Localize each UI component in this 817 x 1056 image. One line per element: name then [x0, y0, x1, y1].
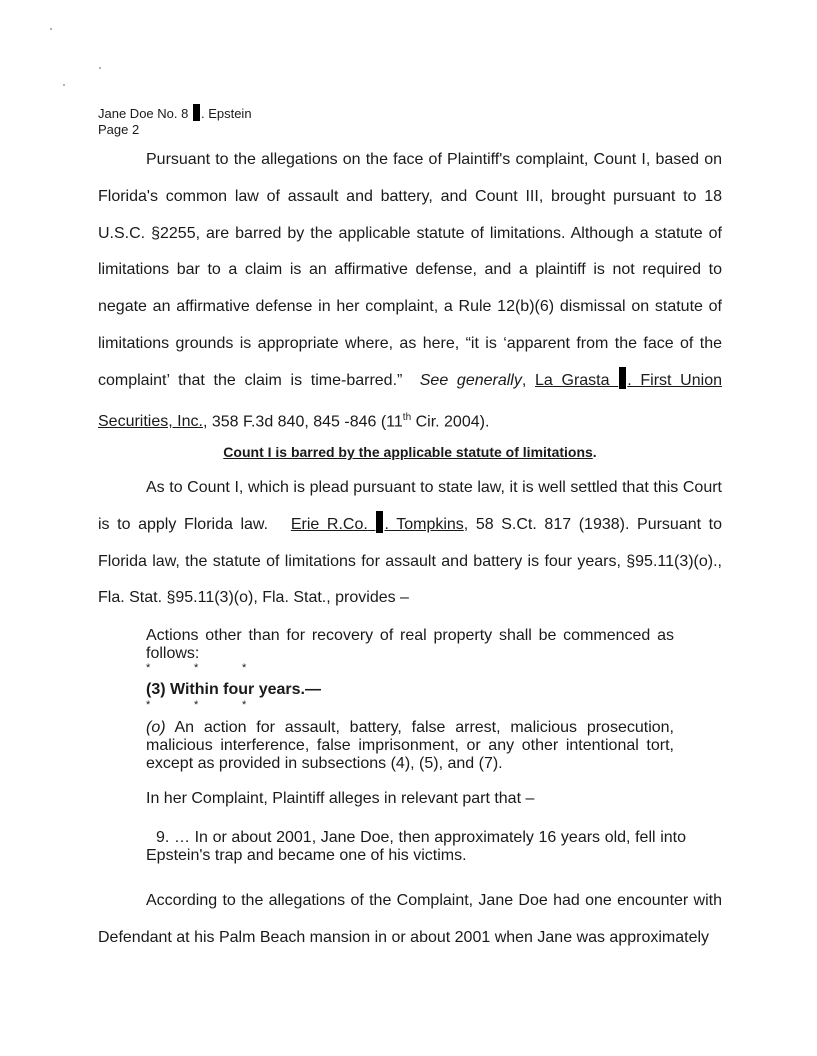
case-name-erie: Erie R.Co. . Tompkins [291, 516, 464, 533]
ellipsis-stars: * * * [146, 662, 247, 674]
paragraph-encounter: According to the allegations of the Complaint, Jane Doe had one encounter with Defendant at his Palm Beach mansion in or about 2001 when Jane was approximately [98, 892, 722, 946]
redaction-bar [619, 367, 626, 389]
scan-speck [99, 67, 101, 69]
section-heading: Count I is barred by the applicable statute of limitations. [223, 444, 597, 460]
complaint-intro: In her Complaint, Plaintiff alleges in relevant part that – [146, 790, 535, 807]
case-caption: Jane Doe No. 8 . Epstein [98, 106, 252, 121]
paragraph-statute-limitations: Pursuant to the allegations on the face of Plaintiff's complaint, Count I, based on Florida's common law of assault and battery, and Count III, brought pursuant to 18 U.S.C. §2255, are barred by the applicable statute of limitations. Although a statute of limitations bar to a claim is an affirmative defense, and a plaintiff is not required to negate an affirmative defense in her complaint, a Rule 12(b)(6) dismissal on statute of limitations grounds is appropriate where, as here, “it is ‘apparent from the face of the complaint’ that the claim is time-barred.” See generally, La Grasta . First Union Securities, Inc., 358 F.3d 840, 845 -846 (11th Cir. 2004). [98, 151, 722, 430]
scan-speck [50, 28, 52, 30]
redaction-bar [193, 104, 200, 121]
paragraph-florida-law: As to Count I, which is plead pursuant to state law, it is well settled that this Court is to apply Florida law. Erie R.Co. . Tompkins, 58 S.Ct. 817 (1938). Pursuant to Florida law, the statute of limitations for assault and battery is four years, §95.11(3)(o)., Fla. Stat. §95.11(3)(o), Fla. Stat., provides – [98, 479, 723, 607]
statute-subsection-o: (o) An action for assault, battery, false arrest, malicious prosecution, malicious interference, false imprisonment, or any other intentional tort, except as provided in subsections (4), (5), and (7). [146, 719, 674, 772]
page-number: Page 2 [98, 122, 140, 137]
case-name-la-grasta: La Grasta . First Union Securities, Inc. [98, 372, 722, 430]
scan-speck [63, 84, 65, 86]
statute-subsection-heading: (3) Within four years.— [146, 681, 321, 698]
statute-quote-intro: Actions other than for recovery of real property shall be commenced as follows: [146, 627, 674, 662]
see-generally-signal: See generally [419, 371, 522, 389]
redaction-bar [376, 511, 383, 533]
ellipsis-stars: * * * [146, 699, 247, 711]
page-header [98, 104, 252, 138]
complaint-allegation: 9. … In or about 2001, Jane Doe, then approximately 16 years old, fell into Epstein's trap and became one of his victims. [146, 829, 686, 864]
